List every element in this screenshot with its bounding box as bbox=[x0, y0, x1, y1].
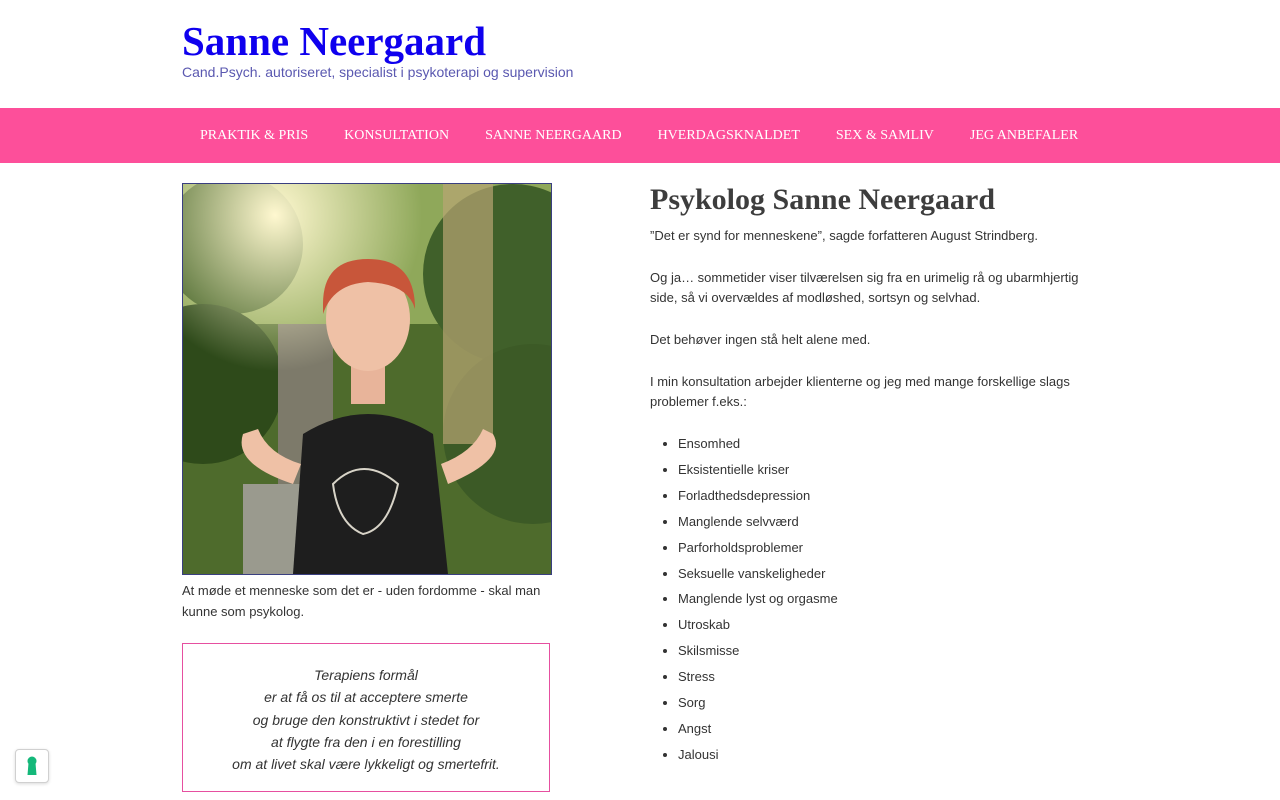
quote-line: om at livet skal være lykkeligt og smertefrit. bbox=[232, 756, 500, 773]
paragraph: I min konsultation arbejder klienterne og jeg med mange forskellige slags problemer f.eks.: bbox=[650, 374, 1070, 409]
list-item: • Utroskab bbox=[678, 612, 1100, 638]
quote-line: at flygte fra den i en forestilling bbox=[271, 733, 461, 750]
quote-box bbox=[182, 643, 550, 792]
list-item: • Jalousi bbox=[678, 742, 1100, 768]
nav-item-sex-samliv[interactable]: SEX & SAMLIV bbox=[835, 128, 934, 143]
list-item: • Seksuelle vanskeligheder bbox=[678, 561, 1100, 587]
list-item: • Skilsmisse bbox=[678, 638, 1100, 664]
portrait-photo bbox=[182, 183, 552, 575]
site-header bbox=[0, 0, 1280, 108]
portrait-illustration bbox=[183, 184, 551, 574]
list-item: • Manglende selvværd bbox=[678, 509, 1100, 535]
nav-item-praktik-pris[interactable]: PRAKTIK & PRIS bbox=[200, 128, 309, 143]
quote-line: og bruge den konstruktivt i stedet for bbox=[252, 711, 480, 728]
photo-caption: At møde et menneske som det er - uden fordomme - skal man kunne som psykolog. bbox=[182, 583, 541, 619]
page-title: Psykolog Sanne Neergaard bbox=[650, 183, 995, 216]
site-tagline: Cand.Psych. autoriseret, specialist i psykoterapi og supervision bbox=[182, 64, 574, 80]
list-item: • Parforholdsproblemer bbox=[678, 535, 1100, 561]
nav-item-konsultation[interactable]: KONSULTATION bbox=[344, 128, 450, 143]
keyhole-icon bbox=[26, 756, 38, 776]
main-content bbox=[650, 180, 1100, 768]
nav-item-sanne-neergaard[interactable]: SANNE NEERGAARD bbox=[485, 128, 622, 143]
list-item: • Ensomhed bbox=[678, 431, 1100, 457]
paragraph: Og ja… sommetider viser tilværelsen sig fra en urimelig rå og ubarmhjertig side, så vi overvældes af modløshed, sortsyn og selvhad. bbox=[650, 270, 1079, 305]
nav-item-hverdagsknaldet[interactable]: HVERDAGSKNALDET bbox=[657, 128, 800, 143]
quote-line: er at få os til at acceptere smerte bbox=[264, 689, 468, 706]
list-item: • Manglende lyst og orgasme bbox=[678, 586, 1100, 612]
list-item: • Forladthedsdepression bbox=[678, 483, 1100, 509]
nav-item-jeg-anbefaler[interactable]: JEG ANBEFALER bbox=[969, 128, 1079, 143]
list-item: • Sorg bbox=[678, 690, 1100, 716]
privacy-settings-button[interactable] bbox=[15, 749, 49, 783]
intro-paragraph: ”Det er synd for menneskene”, sagde forfatteren August Strindberg. bbox=[650, 228, 1039, 243]
paragraph: Det behøver ingen stå helt alene med. bbox=[650, 332, 871, 347]
list-item: • Angst bbox=[678, 716, 1100, 742]
list-item: • Eksistentielle kriser bbox=[678, 457, 1100, 483]
quote-line: Terapiens formål bbox=[314, 667, 418, 683]
main-navigation bbox=[0, 108, 1280, 163]
list-item: • Stress bbox=[678, 664, 1100, 690]
site-title[interactable]: Sanne Neergaard bbox=[182, 18, 487, 64]
problem-list bbox=[650, 431, 1100, 768]
